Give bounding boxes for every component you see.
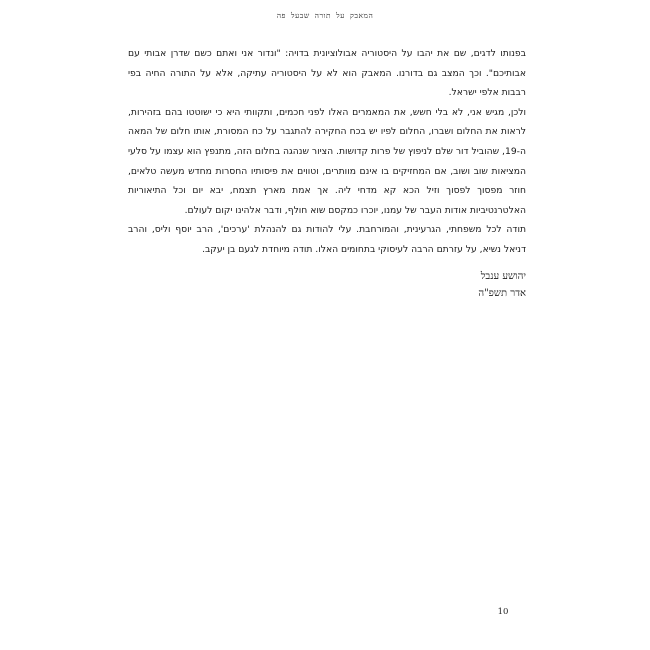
paragraph: ולכן, מגיש אני, לא בלי חשש, את המאמרים האלו לפני חכמים, ותקוותי היא כי ישוטטו בהם בזהירות, לראות את החלום ושברו, החלום לפיו יש בכח החקירה להתגבר על כח המסורת, אותו חלום של המאה ה-19, שהוביל דור שלם לניפוץ של פרות קדושות. הציור שנהגה בחלום הזה, מתנפץ הוא עצמו על סלעי המציאות שוב ושוב, אם המחזיקים בו אינם מוותרים, וטווים את פיסותיו החסרות מחדש מעשה טלאים, חוזר מפסוך לפסוך וזיל הכא קא מדחי ליה. אך אמת מארץ תצמח, יבא יום וכל התיאוריות האלטרנטיביות אודות העבר של עמנו, יוכרו כמקסם שוא חולף, ודבר אלהינו יקום לעולם.: [128, 106, 526, 216]
page-number: 10: [497, 607, 509, 617]
author-name: יהושע ענבל: [480, 271, 526, 282]
running-header: המאבק על תורה שבעל פה: [276, 11, 374, 20]
body-text: [128, 44, 526, 260]
signature-block: [128, 268, 526, 302]
signature-date: אדר תשפ"ה: [478, 288, 526, 299]
paragraph: בפנותו לדגים, שם את יהבו על היסטוריה אבולוציונית בדויה: "ונדור אני ואתם כשם שדרן אבותי עם אבותיכם". וכך המצב גם בדורנו. המאבק הוא לא על היסטוריה עתיקה, אלא על התורה החיה בפי רבבות אלפי ישראל.: [128, 48, 526, 99]
paragraph: תודה לכל משפחתי, הגרעינית, והמורחבת. עלי להודות גם להנהלת 'ערכים', הרב יוסף וליס, והרב דניאל נשיא, על עזרתם הרבה לעיסוקי בתחומים האלו. תודה מיוחדת לגעם בן יעקב.: [128, 224, 526, 255]
